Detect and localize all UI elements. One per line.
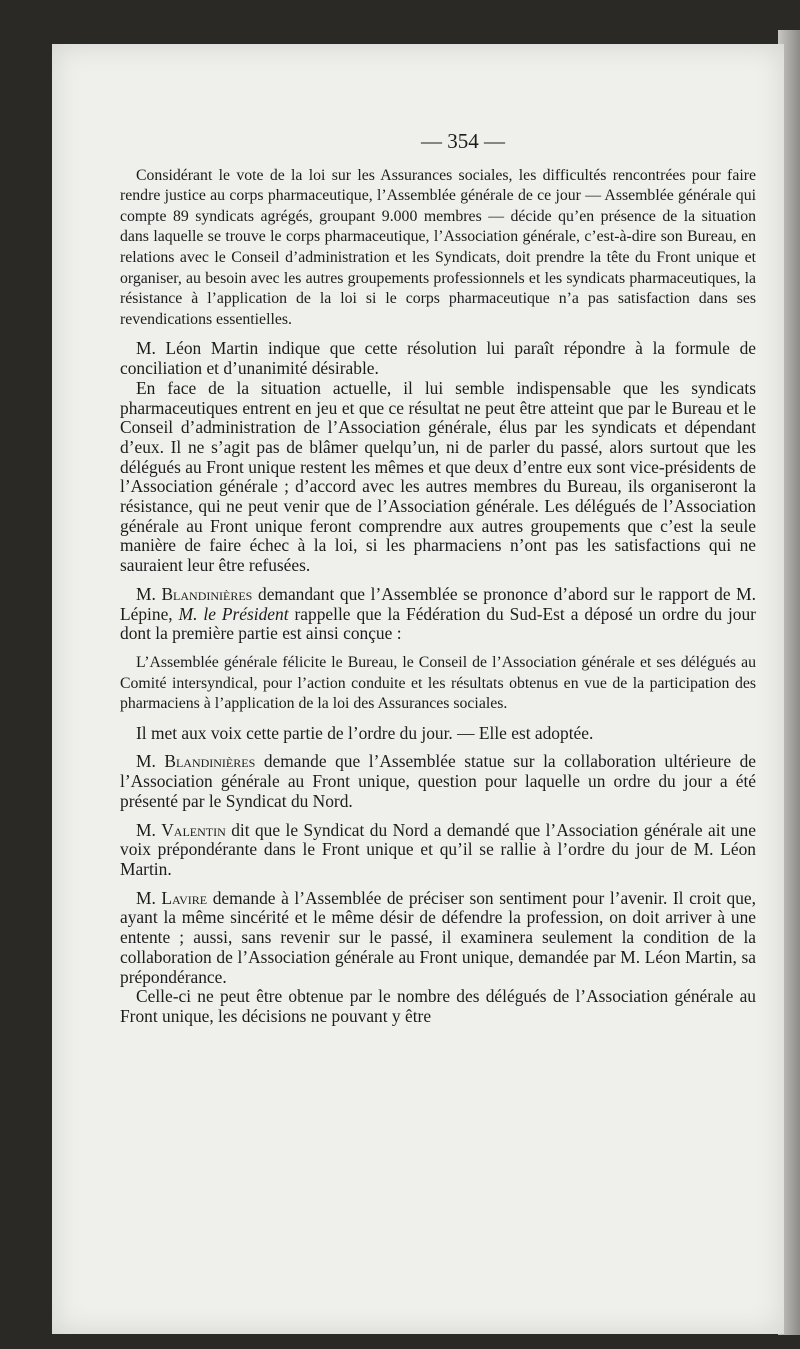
paragraph-blandinieres-1 bbox=[120, 585, 756, 644]
paragraph-continuation: Celle-ci ne peut être obtenue par le nombre des délégués de l’Association générale au Front unique, les décisions ne pouvant y être bbox=[120, 986, 756, 1026]
paragraph-lavire bbox=[120, 889, 756, 988]
paragraph-text: demande à l’Assemblée de préciser son sentiment pour l’avenir. Il croit que, ayant la même sincérité et le même désir de défendre la profession, on doit arriver à une entente ; aussi, sans revenir sur le passé, il examinera seulement la condition de la collaboration de l’Association générale au Front unique, demandée par M. Léon Martin, sa prépondérance. bbox=[120, 887, 756, 987]
president-label: M. le Président bbox=[178, 603, 289, 624]
paragraph-valentin bbox=[120, 821, 756, 880]
paragraph-vote: Il met aux voix cette partie de l’ordre du jour. — Elle est adoptée. bbox=[136, 722, 594, 743]
speaker-name: Valentin bbox=[161, 819, 226, 840]
speaker-title: M. bbox=[136, 887, 156, 908]
paragraph-blandinieres-2 bbox=[120, 752, 756, 811]
paragraph-text: dit que le Syndicat du Nord a demandé que l’Association générale ait une voix prépondérante dans le Front unique et qu’il se rallie à l’ordre du jour de M. Léon Martin. bbox=[120, 819, 756, 879]
speaker-title: M. bbox=[136, 583, 156, 604]
paragraph-text: rappelle que la Fédération du Sud-Est a déposé un ordre du jour dont la première partie est ainsi conçue : bbox=[120, 603, 756, 644]
page-content bbox=[120, 129, 756, 1027]
paragraph-leon-martin: M. Léon Martin indique que cette résolution lui paraît répondre à la formule de conciliation et d’unanimité désirable. bbox=[120, 338, 756, 379]
speaker-name: Lavire bbox=[161, 887, 208, 908]
speaker-title: M. bbox=[136, 751, 156, 772]
resolution-paragraph: Considérant le vote de la loi sur les Assurances sociales, les difficultés rencontrées pour faire rendre justice au corps pharmaceutique, l’Assemblée générale de ce jour — Assemblée générale qui compte 89 syndicats agrégés, groupant 9.000 membres — décide qu’en présence de la situation dans laquelle se trouve le corps pharmaceutique, l’Association générale, c’est-à-dire son Bureau, en relations avec le Conseil d’administration et les Syndicats, doit prendre la tête du Front unique et organiser, au besoin avec les autres groupements professionnels et les syndicats pharmaceutiques, la résistance à l’application de la loi si le corps pharmaceutique n’a pas satisfaction dans ses revendications essentielles. bbox=[120, 166, 756, 328]
speaker-name: Blandinières bbox=[161, 583, 253, 604]
scanned-page bbox=[52, 44, 784, 1334]
quoted-motion: L’Assemblée générale félicite le Bureau, le Conseil de l’Association générale et ses délégués au Comité intersyndical, pour l’action conduite et les résultats obtenus en vue de la participation des pharmaciens à l’application de la loi des Assurances sociales. bbox=[120, 654, 756, 713]
speaker-name: Blandinières bbox=[164, 751, 256, 772]
speaker-title: M. bbox=[136, 819, 156, 840]
page-number: — 354 — bbox=[421, 129, 505, 153]
paragraph-text: demande que l’Assemblée statue sur la collaboration ultérieure de l’Association générale au Front unique, question pour laquelle un ordre du jour a été présenté par le Syndicat du Nord. bbox=[120, 751, 756, 811]
paragraph-text: demandant que l’Assemblée se prononce d’abord sur le rapport de M. Lépine, bbox=[120, 583, 756, 624]
paragraph-situation: En face de la situation actuelle, il lui semble indispensable que les syndicats pharmaceutiques entrent en jeu et que ce résultat ne peut être atteint que par le Bureau et le Conseil d’administration de l’Association générale, élus par les syndicats et dépendant d’eux. Il ne s’agit pas de blâmer quelqu’un, ni de parler du passé, alors surtout que les délégués au Front unique restent les mêmes et que deux d’entre eux sont vice-présidents de l’Association générale ; d’accord avec les autres membres du Bureau, ils organiseront la résistance, qui ne peut venir que de l’Association générale. Les délégués de l’Association générale au Front unique feront comprendre aux autres groupements que c’est la seule manière de faire échec à la loi, si les pharmaciens n’ont pas les satisfactions qui ne sauraient leur être refusées. bbox=[120, 377, 756, 576]
